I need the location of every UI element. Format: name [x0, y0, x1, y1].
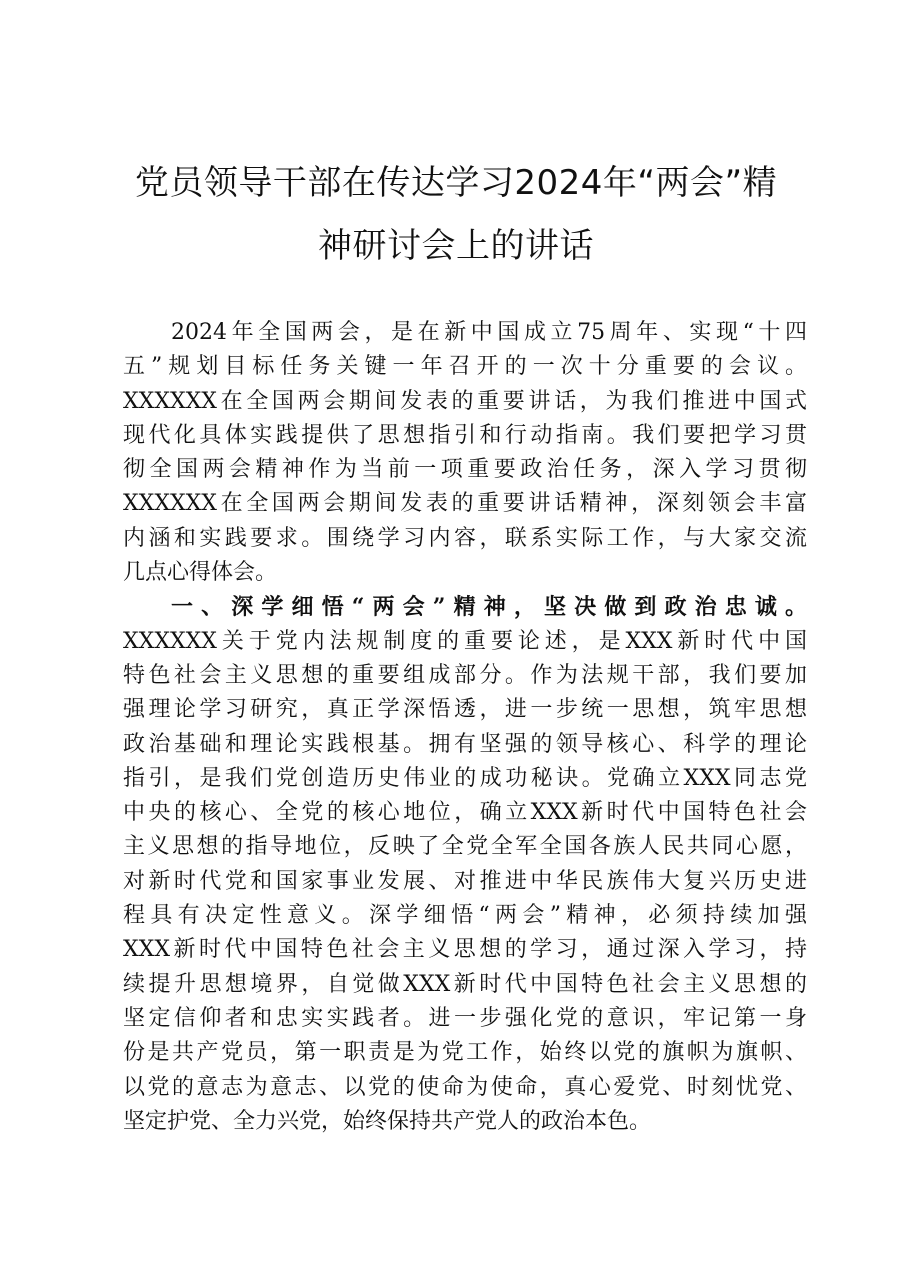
paragraph-line: 内涵和实践要求。围绕学习内容，联系实际工作，与大家交流: [123, 525, 807, 551]
title-line-1: 党员领导干部在传达学习2024年“两会”精: [134, 163, 778, 203]
paragraph-intro: [123, 316, 807, 590]
paragraph-line: 彻全国两会精神作为当前一项重要政治任务，深入学习贯彻: [123, 457, 807, 483]
paragraph-line: 以党的意志为意志、以党的使命为使命，真心爱党、时刻忧党、: [123, 1074, 807, 1100]
paragraph-line: 特色社会主义思想的重要组成部分。作为法规干部，我们要加: [123, 662, 807, 688]
document-body: [123, 316, 807, 1139]
paragraph-line: 2024年全国两会，是在新中国成立75周年、实现“十四: [171, 320, 807, 345]
paragraph-line: 坚定护党、全力兴党，始终保持共产党人的政治本色。: [123, 1108, 652, 1134]
paragraph-line: 中央的核心、全党的核心地位，确立XXX新时代中国特色社会: [123, 800, 807, 826]
section-one: [123, 590, 807, 1139]
paragraph-line: 现代化具体实践提供了思想指引和行动指南。我们要把学习贯: [123, 422, 807, 448]
document-title: [120, 152, 792, 278]
paragraph-line: 对新时代党和国家事业发展、对推进中华民族伟大复兴历史进: [123, 868, 807, 894]
paragraph-line: 政治基础和理论实践根基。拥有坚强的领导核心、科学的理论: [123, 731, 807, 757]
paragraph-line: 指引，是我们党创造历史伟业的成功秘诀。党确立XXX同志党: [123, 765, 807, 791]
paragraph-line: 主义思想的指导地位，反映了全党全军全国各族人民共同心愿，: [123, 834, 807, 860]
paragraph-line: 续提升思想境界，自觉做XXX新时代中国特色社会主义思想的: [123, 971, 807, 997]
paragraph-line: 强理论学习研究，真正学深悟透，进一步统一思想，筑牢思想: [123, 697, 807, 723]
paragraph-line: 几点心得体会。: [123, 560, 278, 586]
title-line-2: 神研讨会上的讲话: [318, 226, 594, 266]
section-heading: 一、深学细悟“两会”精神，坚决做到政治忠诚。: [171, 594, 807, 621]
paragraph-line: XXXXXX在全国两会期间发表的重要讲话，为我们推进中国式: [123, 388, 807, 414]
paragraph-line: XXXXXX在全国两会期间发表的重要讲话精神，深刻领会丰富: [123, 491, 807, 517]
paragraph-line: 份是共产党员，第一职责是为党工作，始终以党的旗帜为旗帜、: [123, 1040, 807, 1066]
paragraph-line: 五”规划目标任务关键一年召开的一次十分重要的会议。: [123, 354, 807, 380]
paragraph-line: XXXXXX关于党内法规制度的重要论述，是XXX新时代中国: [123, 628, 807, 654]
paragraph-line: 程具有决定性意义。深学细悟“两会”精神，必须持续加强: [123, 903, 807, 929]
paragraph-line: XXX新时代中国特色社会主义思想的学习，通过深入学习，持: [123, 937, 807, 963]
paragraph-line: 坚定信仰者和忠实实践者。进一步强化党的意识，牢记第一身: [123, 1005, 807, 1031]
